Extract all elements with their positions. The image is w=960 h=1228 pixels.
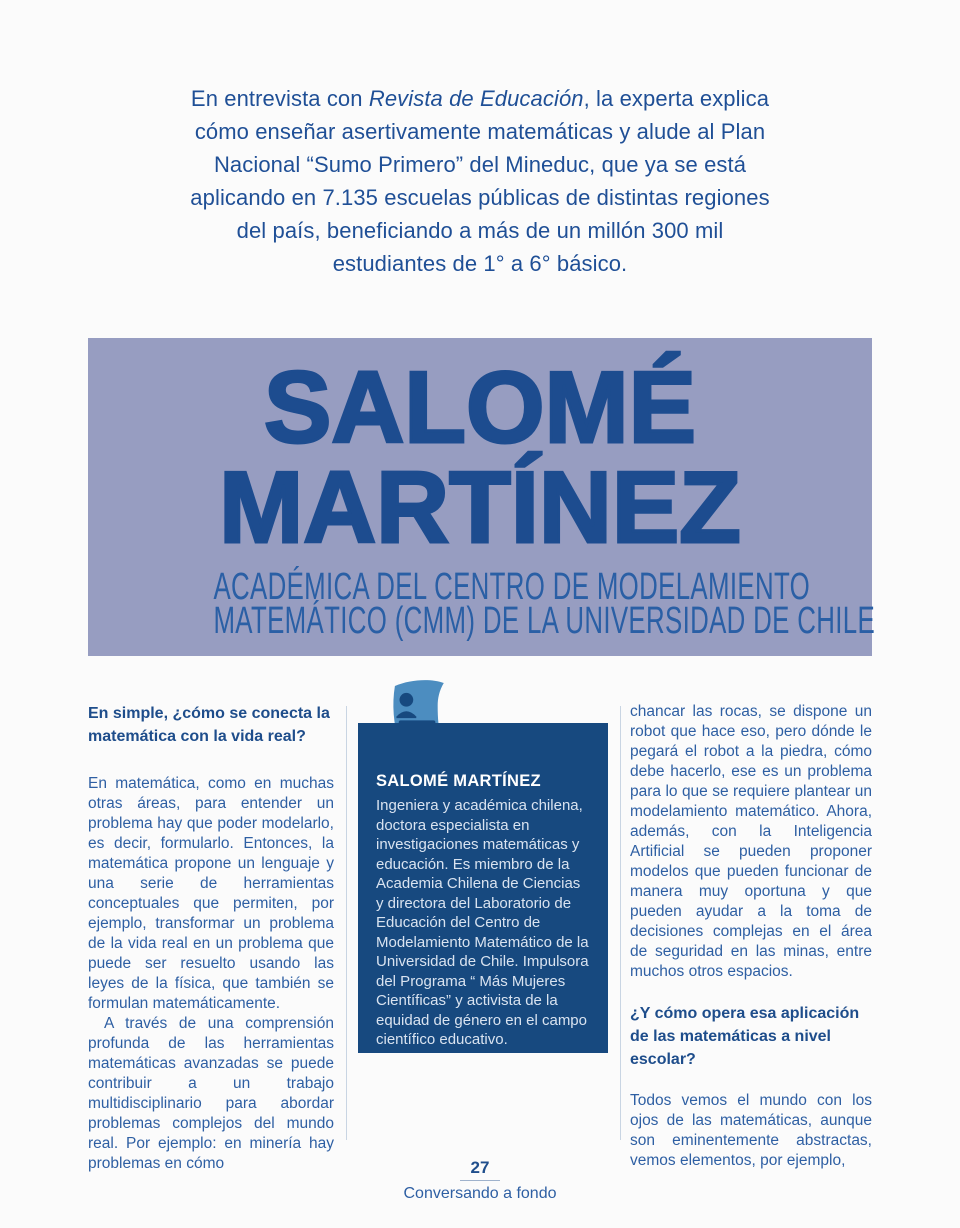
answer-paragraph-1: En matemática, como en muchas otras áreas, para entender un problema hay que poder modelarlo, es decir, formularlo. Entonces, la matemática propone un lenguaje y una serie de herramientas conceptuales que permiten, por ejemplo, transformar un problema de la vida real en un problema que puede ser resuelto usando las leyes de la física, que también se formulan matemáticamente. [88,775,334,1012]
answer-paragraph-3: chancar las rocas, se dispone un robot que hace eso, pero dónde le pegará el robot a la piedra, cómo debe hacerlo, ese es un problema para lo que se requiere plantear un modelamiento matemático. Ahora, además, con la Inteligencia Artificial se pueden proponer modelos que pueden funcionar de manera muy oportuna y que pueden ayudar a la toma de decisiones complejas en el área de seguridad en las minas, entre muchos otros espacios. [630,703,872,980]
name-line-first: SALOMÉ [263,352,697,464]
role-line-2: MATEMÁTICO (CMM) DE LA UNIVERSIDAD DE CHILE [213,600,876,642]
answer-paragraph-4: Todos vemos el mundo con los ojos de las matemáticas, aunque son eminentemente abstractas, vemos elementos, por ejemplo, [630,1092,872,1169]
magazine-name: Revista de Educación [368,86,584,111]
article-column-left [88,702,334,1174]
intro-text-start: En entrevista con [190,86,369,111]
role-line-1: ACADÉMICA DEL CENTRO DE MODELAMIENTO [213,566,811,608]
bio-description: Ingeniera y académica chilena, doctora especialista en investigaciones matemáticas y educación. Es miembro de la Academia Chilena de Ciencias y directora del Laboratorio de Educación del Centro de Modelamiento Matemático de la Universidad de Chile. Impulsora del Programa “ Más Mujeres Científicas” y activista de la equidad de género en el campo científico educativo. [376,797,589,1048]
answer-paragraph-2: A través de una comprensión profunda de las herramientas matemáticas avanzadas se puede contribuir a un trabajo multidisciplinario para abordar problemas complejos del mundo real. Por ejemplo: en minería hay problemas en cómo [88,1015,334,1172]
bio-name: SALOMÉ MARTÍNEZ [376,772,541,790]
column-divider-right [620,706,621,1140]
footer-divider [460,1180,500,1181]
page-number: 27 [470,1158,490,1177]
intro-text-end: , la experta explica cómo enseñar asertivamente matemáticas y alude al Plan Nacional “Sumo Primero” del Mineduc, que ya se está aplicando en 7.135 escuelas públicas de distintas regiones del país, beneficiando a más de un millón 300 mil estudiantes de 1° a 6° básico. [190,86,770,276]
article-column-right [630,702,872,1171]
interviewee-banner [88,338,876,656]
intro-paragraph [185,82,775,280]
column-divider-left [346,706,347,1140]
name-line-last: MARTÍNEZ [219,452,741,564]
interview-question-2: ¿Y cómo opera esa aplicación de las matemáticas a nivel escolar? [630,1005,860,1068]
interview-question-1: En simple, ¿cómo se conecta la matemática con la vida real? [88,705,330,745]
page-footer [0,1158,960,1203]
section-title: Conversando a fondo [403,1185,557,1202]
bio-box [358,723,608,1053]
interviewee-name-heading [88,338,872,564]
interviewee-role [213,566,876,642]
